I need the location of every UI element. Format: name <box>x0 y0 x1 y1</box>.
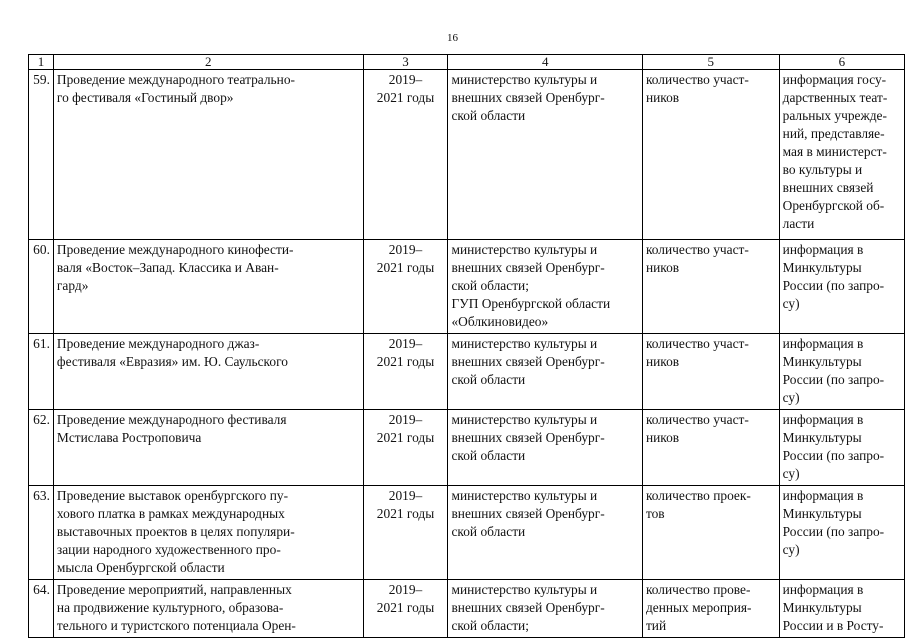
header-cell: 4 <box>448 55 642 70</box>
cell-line: 2021 годы <box>376 506 435 521</box>
cell-line: информация госу- <box>782 72 887 87</box>
cell-line: информация в <box>782 242 864 257</box>
event-cell <box>53 334 363 410</box>
source-cell <box>779 410 904 486</box>
cell-line: количество проек- <box>645 488 751 503</box>
cell-line: министерство культуры и <box>451 72 598 87</box>
period-cell <box>363 240 448 334</box>
cell-line: тов <box>645 506 665 521</box>
cell-line: тельного и туристского потенциала Орен- <box>56 618 296 633</box>
events-table <box>28 54 905 638</box>
cell-line: внешних связей Оренбург- <box>451 90 605 105</box>
cell-line: информация в <box>782 488 864 503</box>
cell-line: мысла Оренбургской области <box>56 560 225 575</box>
cell-line: ской области; <box>451 618 529 633</box>
event-cell <box>53 240 363 334</box>
cell-line: Проведение выставок оренбургского пу- <box>56 488 289 503</box>
cell-line: внешних связей Оренбург- <box>451 430 605 445</box>
cell-line: Проведение международного кинофести- <box>56 242 294 257</box>
cell-line: Минкультуры <box>782 506 862 521</box>
cell-line: 2019– <box>388 242 423 257</box>
cell-line: тий <box>645 618 667 633</box>
period-cell <box>363 580 448 638</box>
table-row <box>29 580 905 638</box>
cell-line: на продвижение культурного, образова- <box>56 600 284 615</box>
cell-line: количество прове- <box>645 582 751 597</box>
cell-line: ников <box>645 90 680 105</box>
cell-line: министерство культуры и <box>451 582 598 597</box>
cell-line: Проведение международного театрально- <box>56 72 295 87</box>
cell-line: 2021 годы <box>376 260 435 275</box>
cell-line: министерство культуры и <box>451 412 598 427</box>
event-cell <box>53 70 363 240</box>
cell-line: дарственных теат- <box>782 90 888 105</box>
cell-line: ской области <box>451 448 526 463</box>
table-row <box>29 486 905 580</box>
executor-cell <box>448 70 642 240</box>
cell-line: выставочных проектов в целях популяри- <box>56 524 295 539</box>
cell-line: внешних связей Оренбург- <box>451 260 605 275</box>
header-cell: 2 <box>53 55 363 70</box>
cell-line: количество участ- <box>645 336 749 351</box>
cell-line: министерство культуры и <box>451 242 598 257</box>
cell-line: су) <box>782 390 800 405</box>
cell-line: ГУП Оренбургской области <box>451 296 611 311</box>
cell-line: 2021 годы <box>376 90 435 105</box>
cell-line: количество участ- <box>645 242 749 257</box>
cell-line: 2019– <box>388 488 423 503</box>
period-cell <box>363 70 448 240</box>
cell-line: информация в <box>782 336 864 351</box>
header-cell: 5 <box>642 55 779 70</box>
cell-line: су) <box>782 466 800 481</box>
period-cell <box>363 334 448 410</box>
indicator-cell <box>642 334 779 410</box>
cell-line: валя «Восток–Запад. Классика и Аван- <box>56 260 279 275</box>
cell-line: су) <box>782 296 800 311</box>
period-cell <box>363 486 448 580</box>
cell-line: мая в министерст- <box>782 144 887 159</box>
table-row <box>29 70 905 240</box>
cell-line: министерство культуры и <box>451 488 598 503</box>
indicator-cell <box>642 486 779 580</box>
cell-line: во культуры и <box>782 162 863 177</box>
page-number: 16 <box>447 32 458 44</box>
cell-line: ской области <box>451 524 526 539</box>
table-row <box>29 410 905 486</box>
cell-line: зации народного художественного про- <box>56 542 281 557</box>
cell-line: ской области <box>451 372 526 387</box>
cell-line: фестиваля «Евразия» им. Ю. Саульского <box>56 354 288 369</box>
executor-cell <box>448 410 642 486</box>
cell-line: ской области; <box>451 278 529 293</box>
cell-line: внешних связей Оренбург- <box>451 600 605 615</box>
cell-line: Минкультуры <box>782 260 862 275</box>
header-cell: 1 <box>29 55 54 70</box>
executor-cell <box>448 240 642 334</box>
cell-line: внешних связей Оренбург- <box>451 506 605 521</box>
event-cell <box>53 486 363 580</box>
cell-line: ний, представляе- <box>782 126 885 141</box>
indicator-cell <box>642 70 779 240</box>
source-cell <box>779 580 904 638</box>
cell-line: 2021 годы <box>376 430 435 445</box>
cell-line: 2021 годы <box>376 600 435 615</box>
header-cell: 6 <box>779 55 904 70</box>
row-number-cell: 60. <box>29 240 54 334</box>
row-number-cell: 64. <box>29 580 54 638</box>
cell-line: го фестиваля «Гостиный двор» <box>56 90 234 105</box>
cell-line: 2019– <box>388 582 423 597</box>
row-number-cell: 61. <box>29 334 54 410</box>
cell-line: 2019– <box>388 336 423 351</box>
cell-line: Проведение мероприятий, направленных <box>56 582 292 597</box>
executor-cell <box>448 486 642 580</box>
cell-line: Оренбургской об- <box>782 198 885 213</box>
cell-line: информация в <box>782 582 864 597</box>
event-cell <box>53 410 363 486</box>
cell-line: ников <box>645 260 680 275</box>
cell-line: Проведение международного фестиваля <box>56 412 287 427</box>
cell-line: 2019– <box>388 412 423 427</box>
cell-line: ральных учрежде- <box>782 108 887 123</box>
header-row <box>29 55 905 70</box>
cell-line: 2021 годы <box>376 354 435 369</box>
period-cell <box>363 410 448 486</box>
row-number-cell: 63. <box>29 486 54 580</box>
cell-line: су) <box>782 542 800 557</box>
cell-line: информация в <box>782 412 864 427</box>
cell-line: 2019– <box>388 72 423 87</box>
cell-line: Минкультуры <box>782 430 862 445</box>
cell-line: России (по запро- <box>782 524 885 539</box>
cell-line: России (по запро- <box>782 448 885 463</box>
cell-line: России (по запро- <box>782 278 885 293</box>
row-number-cell: 62. <box>29 410 54 486</box>
cell-line: ников <box>645 430 680 445</box>
executor-cell <box>448 334 642 410</box>
cell-line: количество участ- <box>645 72 749 87</box>
cell-line: денных мероприя- <box>645 600 752 615</box>
row-number-cell: 59. <box>29 70 54 240</box>
event-cell <box>53 580 363 638</box>
cell-line: ников <box>645 354 680 369</box>
cell-line: ласти <box>782 216 815 231</box>
cell-line: хового платка в рамках международных <box>56 506 285 521</box>
cell-line: «Облкиновидео» <box>451 314 549 329</box>
cell-line: Минкультуры <box>782 600 862 615</box>
cell-line: внешних связей <box>782 180 874 195</box>
source-cell <box>779 334 904 410</box>
cell-line: ской области <box>451 108 526 123</box>
header-cell: 3 <box>363 55 448 70</box>
executor-cell <box>448 580 642 638</box>
source-cell <box>779 486 904 580</box>
cell-line: Мстислава Ростроповича <box>56 430 202 445</box>
cell-line: Проведение международного джаз- <box>56 336 260 351</box>
table-row <box>29 334 905 410</box>
cell-line: министерство культуры и <box>451 336 598 351</box>
source-cell <box>779 240 904 334</box>
cell-line: количество участ- <box>645 412 749 427</box>
cell-line: России (по запро- <box>782 372 885 387</box>
cell-line: России и в Росту- <box>782 618 884 633</box>
indicator-cell <box>642 580 779 638</box>
indicator-cell <box>642 410 779 486</box>
cell-line: Минкультуры <box>782 354 862 369</box>
indicator-cell <box>642 240 779 334</box>
cell-line: внешних связей Оренбург- <box>451 354 605 369</box>
cell-line: гард» <box>56 278 89 293</box>
source-cell <box>779 70 904 240</box>
table-row <box>29 240 905 334</box>
